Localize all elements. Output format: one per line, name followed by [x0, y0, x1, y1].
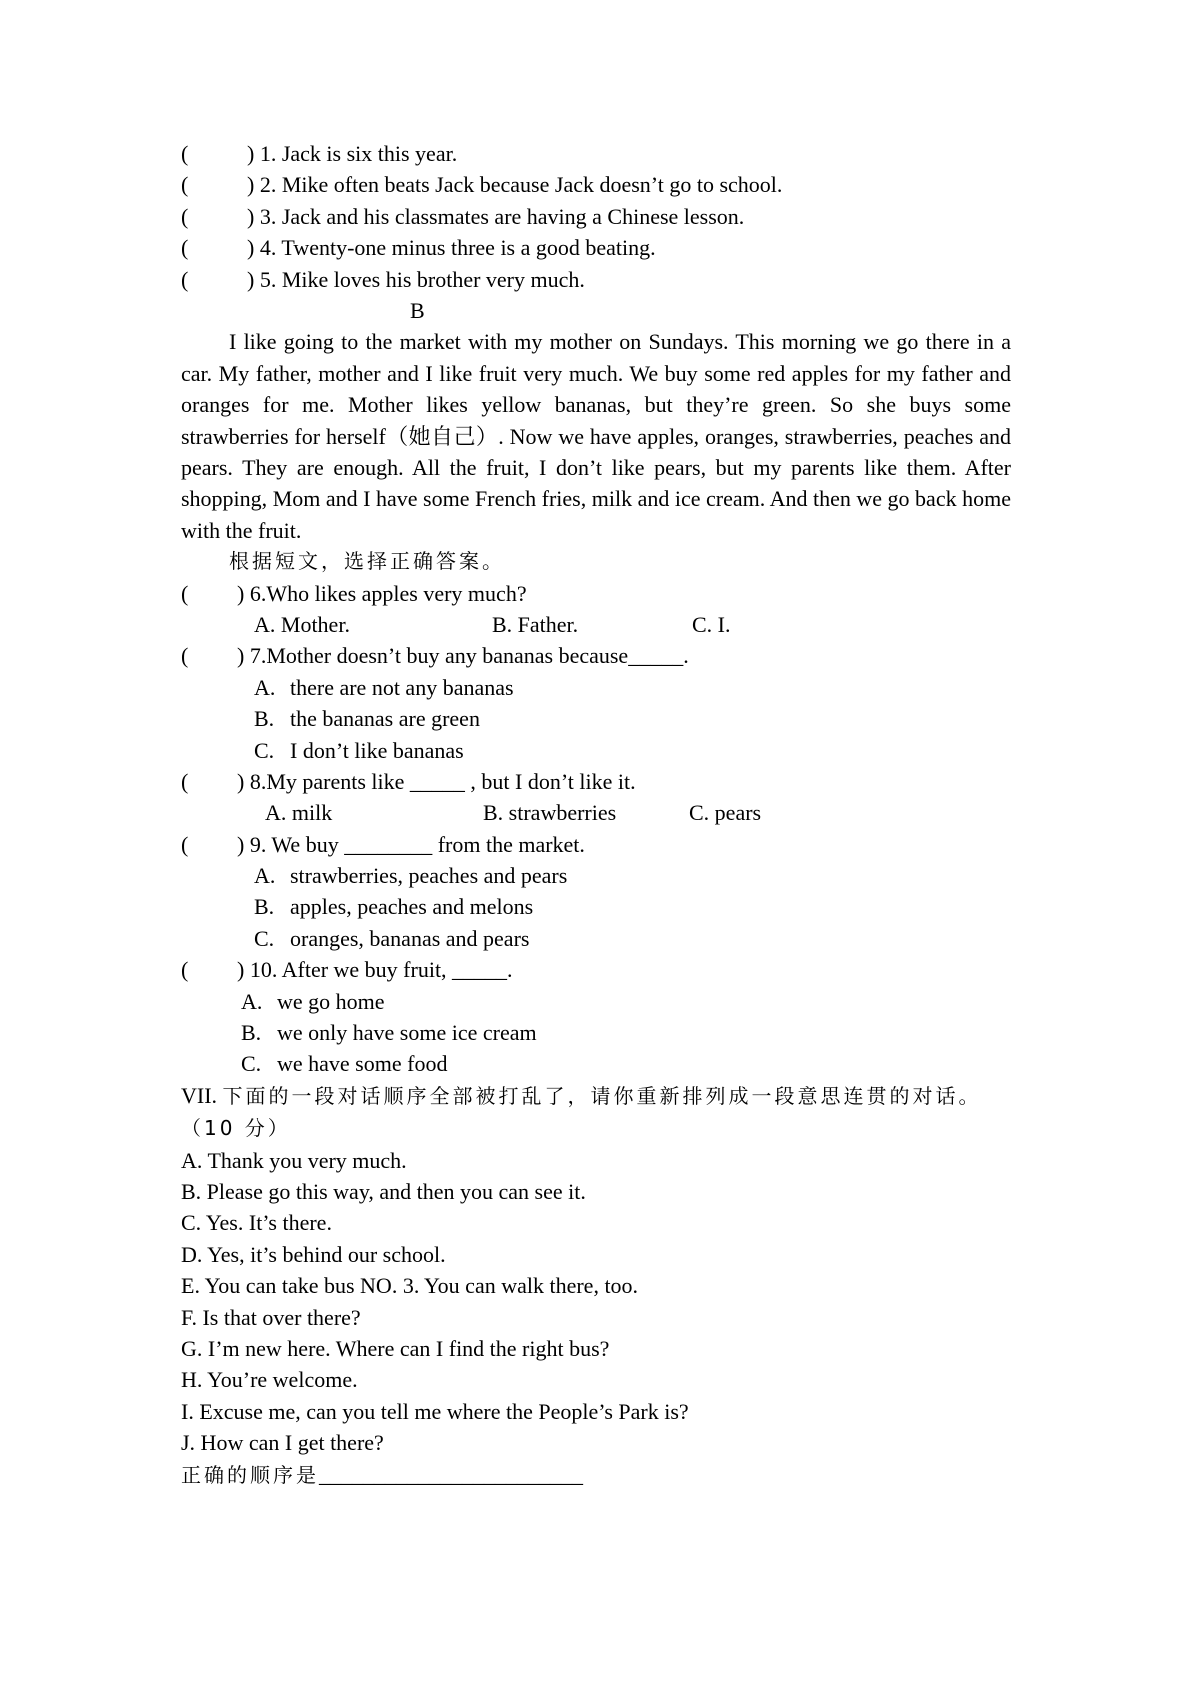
answer-paren[interactable]: ( [181, 831, 189, 857]
dialogue-line-i: I. Excuse me, can you tell me where the People’s Park is? [181, 1398, 689, 1424]
tf-text: ) 3. Jack and his classmates are having a Chinese lesson. [247, 203, 745, 229]
option-b[interactable] [181, 891, 1011, 922]
option-marker: A. [254, 674, 276, 700]
tf-item-4 [181, 232, 1011, 263]
answer-paren[interactable]: ( [181, 266, 189, 292]
option-text: oranges, bananas and pears [290, 925, 530, 951]
option-b[interactable] [181, 703, 1011, 734]
answer-label: 正确的顺序是 [181, 1462, 319, 1487]
option-c[interactable] [181, 1048, 1011, 1079]
option-a[interactable] [181, 860, 1011, 891]
option-text: the bananas are green [290, 706, 480, 732]
answer-paren[interactable]: ( [181, 768, 189, 794]
dialogue-line-c: C. Yes. It’s there. [181, 1210, 332, 1236]
question-6-options [181, 609, 1011, 640]
option-text: we have some food [277, 1051, 448, 1077]
true-false-section [181, 138, 1011, 295]
option-marker: C. [241, 1051, 262, 1077]
option-a[interactable]: A. Mother. [254, 611, 350, 637]
tf-text: ) 5. Mike loves his brother very much. [247, 266, 585, 292]
tf-item-3 [181, 201, 1011, 232]
answer-row [181, 1459, 1011, 1490]
question-9 [181, 829, 1011, 860]
question-stem: ) 9. We buy ________ from the market. [237, 831, 585, 857]
option-b[interactable]: B. Father. [492, 611, 579, 637]
section-b-heading: B [410, 297, 425, 323]
worksheet-page [181, 138, 1011, 1490]
option-c[interactable] [181, 735, 1011, 766]
dialogue-line-h: H. You’re welcome. [181, 1367, 358, 1393]
question-6 [181, 578, 1011, 609]
tf-item-2 [181, 169, 1011, 200]
answer-paren[interactable]: ( [181, 643, 189, 669]
dialogue-list [181, 1145, 1011, 1459]
question-stem: ) 6.Who likes apples very much? [237, 580, 527, 606]
option-marker: A. [241, 988, 263, 1014]
option-c[interactable]: C. pears [689, 800, 762, 826]
option-a[interactable] [181, 986, 1011, 1017]
dialogue-line-f: F. Is that over there? [181, 1304, 361, 1330]
option-a[interactable] [181, 672, 1011, 703]
passage-text: I like going to the market with my mother on Sundays. This morning we go there in a car. My father, mother and I like fruit very much. We buy some red apples for my father and oranges for me. Mother likes yellow bananas, but they’re green. So she buys some strawberries for herself（她自己）. Now we have apples, oranges, strawberries, peaches and pears. They are enough. All the fruit, I don’t like pears, but my parents like them. After shopping, Mom and I have some French fries, milk and ice cream. And then we go back home with the fruit. [181, 329, 1011, 543]
dialogue-line-g: G. I’m new here. Where can I find the right bus? [181, 1335, 610, 1361]
tf-item-5 [181, 264, 1011, 295]
answer-paren[interactable]: ( [181, 235, 189, 261]
dialogue-line-j: J. How can I get there? [181, 1430, 384, 1456]
option-marker: C. [254, 737, 275, 763]
dialogue-line-e: E. You can take bus NO. 3. You can walk there, too. [181, 1273, 639, 1299]
section-7-heading [181, 1080, 1011, 1145]
answer-paren[interactable]: ( [181, 203, 189, 229]
tf-text: ) 4. Twenty-one minus three is a good beating. [247, 235, 656, 261]
answer-paren[interactable]: ( [181, 172, 189, 198]
option-text: we only have some ice cream [277, 1020, 537, 1046]
tf-text: ) 1. Jack is six this year. [247, 141, 458, 166]
option-marker: C. [254, 925, 275, 951]
instruction: 根据短文，选择正确答案。 [229, 549, 505, 574]
question-stem: ) 8.My parents like _____ , but I don’t like it. [237, 768, 636, 794]
answer-blank[interactable]: ________________________ [319, 1461, 583, 1487]
reading-passage [181, 326, 1011, 546]
answer-paren[interactable]: ( [181, 141, 189, 166]
option-b[interactable] [181, 1017, 1011, 1048]
option-marker: B. [254, 706, 275, 732]
option-c[interactable] [181, 923, 1011, 954]
question-7 [181, 640, 1011, 671]
question-8 [181, 766, 1011, 797]
option-text: apples, peaches and melons [290, 894, 534, 920]
option-marker: B. [241, 1020, 262, 1046]
option-marker: A. [254, 863, 276, 889]
dialogue-line-d: D. Yes, it’s behind our school. [181, 1241, 446, 1267]
section-7-title: 下面的一段对话顺序全部被打乱了，请你重新排列成一段意思连贯的对话。（10 分） [181, 1083, 982, 1141]
question-stem: ) 7.Mother doesn’t buy any bananas because_____. [237, 643, 689, 669]
option-text: I don’t like bananas [290, 737, 464, 763]
option-text: we go home [277, 988, 385, 1014]
answer-paren[interactable]: ( [181, 957, 189, 983]
section-7-number: VII. [181, 1082, 218, 1108]
option-text: there are not any bananas [290, 674, 514, 700]
tf-item-1 [181, 138, 1011, 169]
option-text: strawberries, peaches and pears [290, 863, 568, 889]
answer-paren[interactable]: ( [181, 580, 189, 606]
tf-text: ) 2. Mike often beats Jack because Jack doesn’t go to school. [247, 172, 783, 198]
question-8-options [181, 797, 1011, 828]
question-stem: ) 10. After we buy fruit, _____. [237, 957, 513, 983]
dialogue-line-b: B. Please go this way, and then you can see it. [181, 1179, 586, 1205]
dialogue-line-a: A. Thank you very much. [181, 1147, 407, 1173]
option-b[interactable]: B. strawberries [483, 800, 617, 826]
question-10 [181, 954, 1011, 985]
option-a[interactable]: A. milk [265, 800, 333, 826]
option-marker: B. [254, 894, 275, 920]
option-c[interactable]: C. I. [692, 611, 731, 637]
